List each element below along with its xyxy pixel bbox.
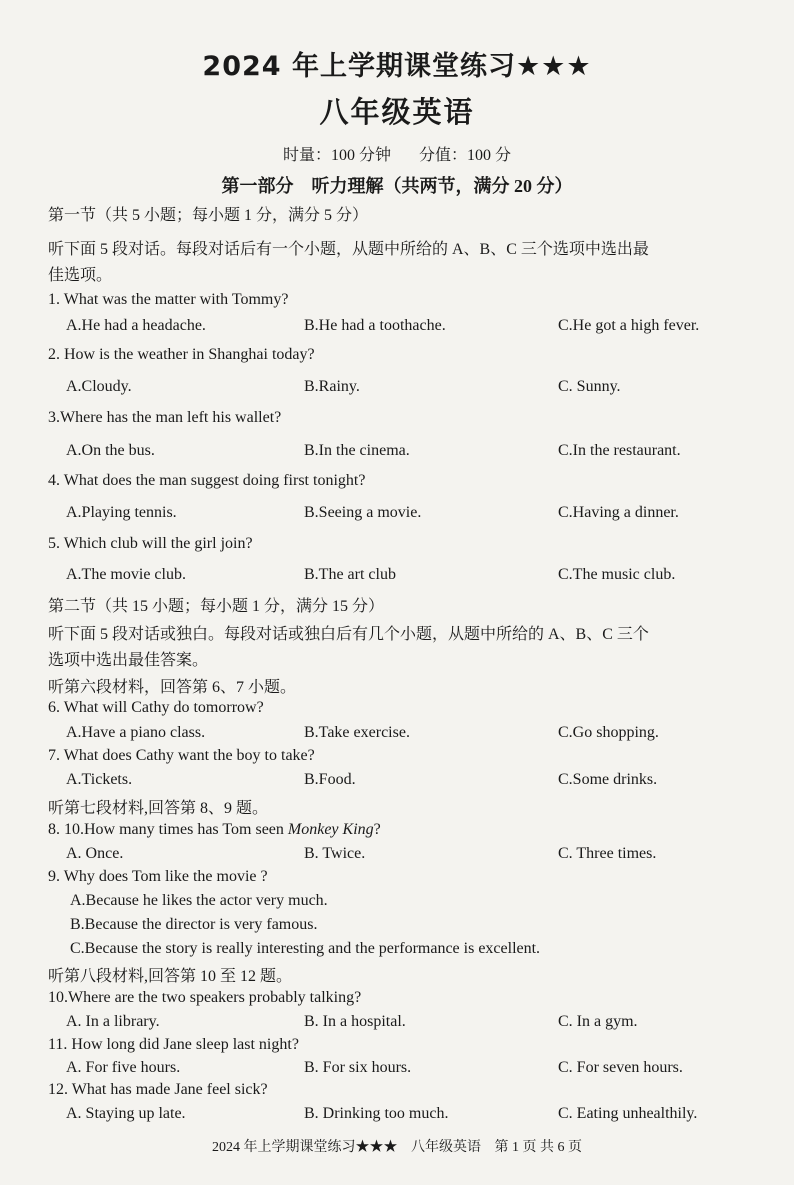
option-c: C. For seven hours. [558, 1059, 683, 1076]
option-a: A.Playing tennis. [66, 504, 177, 521]
question-4: 4. What does the man suggest doing first tonight? [48, 472, 366, 489]
option-c: C.Go shopping. [558, 724, 659, 741]
option-c: C.Having a dinner. [558, 504, 679, 521]
question-9-option-a: A.Because he likes the actor very much. [70, 892, 328, 909]
question-11: 11. How long did Jane sleep last night? [48, 1036, 299, 1053]
question-11-options [66, 1059, 766, 1081]
section2-instruction-line2: 选项中选出最佳答案。 [48, 652, 209, 669]
option-b: B.Food. [304, 771, 356, 788]
option-a: A.Cloudy. [66, 378, 132, 395]
material-7-instruction: 听第七段材料,回答第 8、9 题。 [48, 800, 269, 817]
option-a: A.Tickets. [66, 771, 133, 788]
question-8-options [66, 845, 766, 867]
question-5: 5. Which club will the girl join? [48, 535, 253, 552]
question-7-options [66, 771, 766, 793]
movie-title: Monkey King [287, 821, 374, 838]
question-7: 7. What does Cathy want the boy to take? [48, 747, 315, 764]
question-5-options [66, 566, 766, 588]
question-8-text: 8. 10.How many times has Tom seen [48, 821, 288, 838]
question-10-options [66, 1013, 766, 1035]
option-c: C.He got a high fever. [558, 317, 700, 334]
material-8-instruction: 听第八段材料,回答第 10 至 12 题。 [48, 968, 293, 985]
question-3-options [66, 442, 766, 464]
option-a: A. In a library. [66, 1013, 160, 1030]
question-1: 1. What was the matter with Tommy? [48, 291, 289, 308]
option-b: B. In a hospital. [304, 1013, 406, 1030]
option-c: C. In a gym. [558, 1013, 638, 1030]
material-6-instruction: 听第六段材料，回答第 6、7 小题。 [48, 679, 297, 696]
option-c: C. Three times. [558, 845, 657, 862]
option-a: A. For five hours. [66, 1059, 181, 1076]
question-3: 3.Where has the man left his wallet? [48, 409, 282, 426]
option-a: A.The movie club. [66, 566, 186, 583]
question-12-options [66, 1105, 766, 1127]
option-c: C.The music club. [558, 566, 676, 583]
option-b: B. For six hours. [304, 1059, 412, 1076]
question-8 [48, 821, 381, 839]
option-b: B. Twice. [304, 845, 366, 862]
part-title: 第一部分 听力理解（共两节，满分 20 分） [221, 176, 573, 196]
page-footer [0, 1136, 794, 1156]
option-b: B.Seeing a movie. [304, 504, 422, 521]
exam-meta [0, 142, 794, 165]
section2-instruction-line1: 听下面 5 段对话或独白。每段对话或独白后有几个小题，从题中所给的 A、B、C 三个 [48, 626, 649, 643]
section1-instruction-line2: 佳选项。 [48, 267, 113, 284]
option-b: B.Rainy. [304, 378, 360, 395]
question-10: 10.Where are the two speakers probably talking? [48, 989, 362, 1006]
section1-instruction-line1: 听下面 5 段对话。每段对话后有一个小题，从题中所给的 A、B、C 三个选项中选出最 [48, 241, 649, 258]
question-6: 6. What will Cathy do tomorrow? [48, 699, 264, 716]
option-a: A. Staying up late. [66, 1105, 186, 1122]
option-b: B.Take exercise. [304, 724, 410, 741]
question-9: 9. Why does Tom like the movie ? [48, 868, 268, 885]
question-1-options [66, 317, 766, 339]
section1-title: 第一节（共 5 小题；每小题 1 分，满分 5 分） [48, 207, 369, 224]
option-b: B. Drinking too much. [304, 1105, 449, 1122]
option-c: C. Eating unhealthily. [558, 1105, 698, 1122]
question-8-mark: ? [373, 821, 381, 838]
option-b: B.He had a toothache. [304, 317, 446, 334]
question-9-option-b: B.Because the director is very famous. [70, 916, 318, 933]
option-b: B.The art club [304, 566, 396, 583]
option-a: A. Once. [66, 845, 124, 862]
question-2: 2. How is the weather in Shanghai today? [48, 346, 315, 363]
exam-subtitle: 八年级英语 [319, 95, 475, 129]
time-limit: 时量：100 分钟 [282, 147, 391, 164]
question-2-options [66, 378, 766, 400]
exam-title: 2024 年上学期课堂练习★★★ [202, 51, 592, 82]
option-c: C.Some drinks. [558, 771, 658, 788]
option-c: C. Sunny. [558, 378, 621, 395]
option-b: B.In the cinema. [304, 442, 410, 459]
footer-page-number: 第 1 页 共 6 页 [494, 1140, 582, 1155]
option-c: C.In the restaurant. [558, 442, 681, 459]
option-a: A.Have a piano class. [66, 724, 206, 741]
option-a: A.On the bus. [66, 442, 155, 459]
question-6-options [66, 724, 766, 746]
question-4-options [66, 504, 766, 526]
total-score: 分值：100 分 [419, 147, 512, 164]
question-9-option-c: C.Because the story is really interesting and the performance is excellent. [70, 940, 541, 957]
section2-title: 第二节（共 15 小题；每小题 1 分，满分 15 分） [48, 598, 385, 615]
footer-subject: 八年级英语 [411, 1140, 481, 1155]
footer-exam: 2024 年上学期课堂练习★★★ [212, 1140, 398, 1155]
option-a: A.He had a headache. [66, 317, 206, 334]
question-12: 12. What has made Jane feel sick? [48, 1081, 268, 1098]
